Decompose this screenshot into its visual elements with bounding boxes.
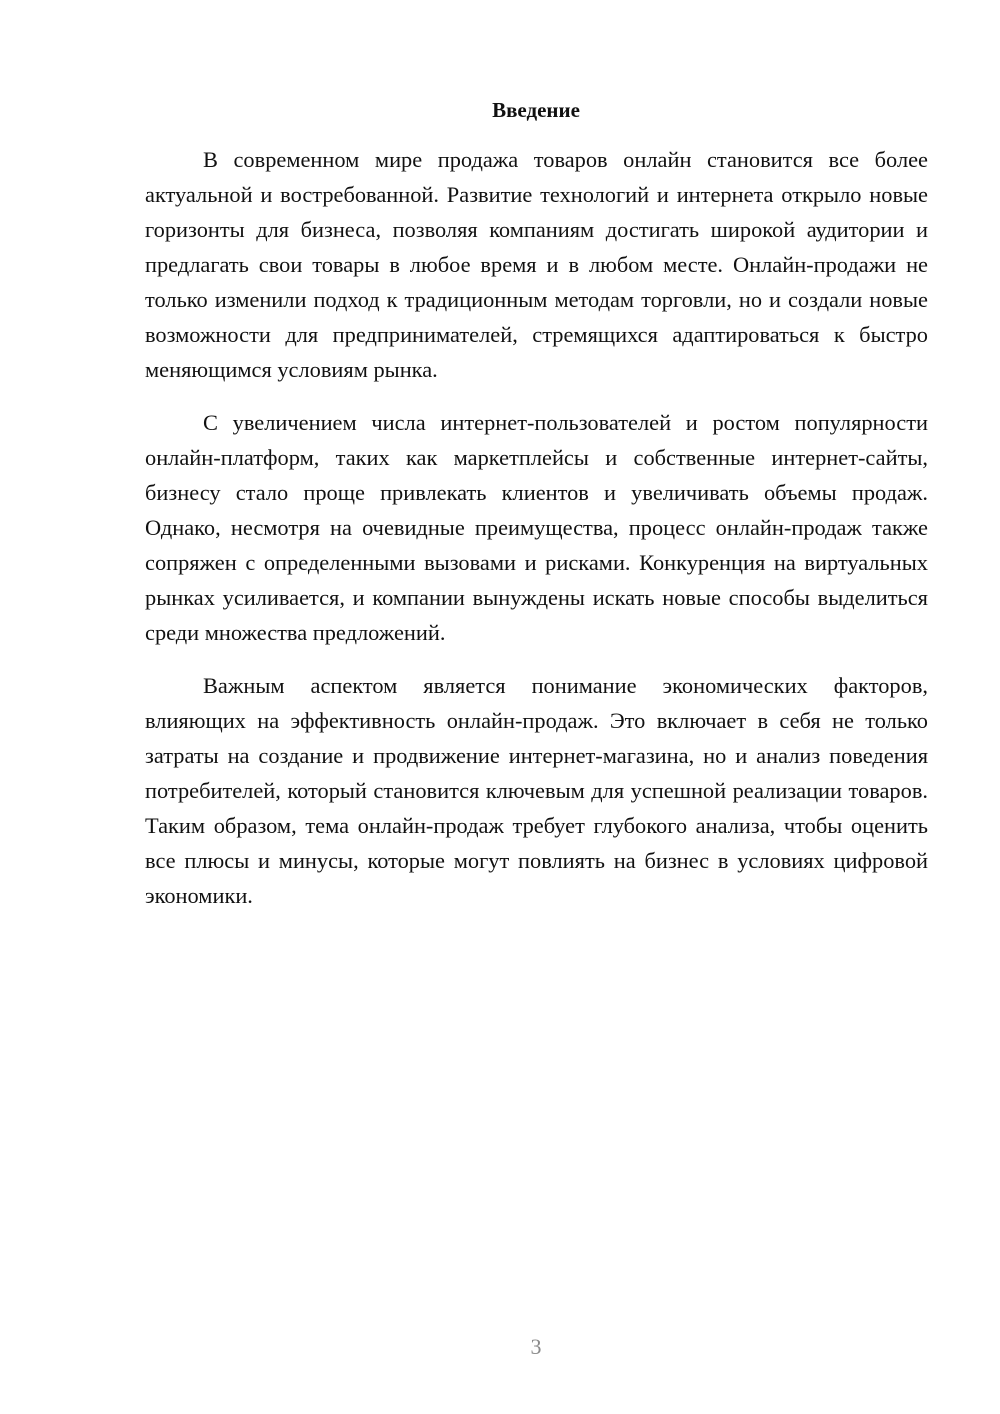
- paragraph-3: Важным аспектом является понимание экономических факторов, влияющих на эффективность онлайн-продаж. Это включает в себя не только затраты на создание и продвижение интернет-магазина, но и анализ поведения потребителей, который становится ключевым для успешной реализации товаров. Таким образом, тема онлайн-продаж требует глубокого анализа, чтобы оценить все плюсы и минусы, которые могут повлиять на бизнес в условиях цифровой экономики.: [145, 673, 928, 908]
- body-text: [145, 142, 928, 931]
- paragraph-2: С увеличением числа интернет-пользователей и ростом популярности онлайн-платформ, таких как маркетплейсы и собственные интернет-сайты, бизнесу стало проще привлекать клиентов и увеличивать объемы продаж. Однако, несмотря на очевидные преимущества, процесс онлайн-продаж также сопряжен с определенными вызовами и рисками. Конкуренция на виртуальных рынках усиливается, и компании вынуждены искать новые способы выделиться среди множества предложений.: [145, 410, 928, 645]
- section-title: Введение: [492, 98, 580, 122]
- page-number: 3: [530, 1334, 542, 1359]
- paragraph-1: В современном мире продажа товаров онлайн становится все более актуальной и востребованной. Развитие технологий и интернета открыло новые горизонты для бизнеса, позволяя компаниям достигать широкой аудитории и предлагать свои товары в любое время и в любом месте. Онлайн-продажи не только изменили подход к традиционным методам торговли, но и создали новые возможности для предпринимателей, стремящихся адаптироваться к быстро меняющимся условиям рынка.: [145, 147, 928, 382]
